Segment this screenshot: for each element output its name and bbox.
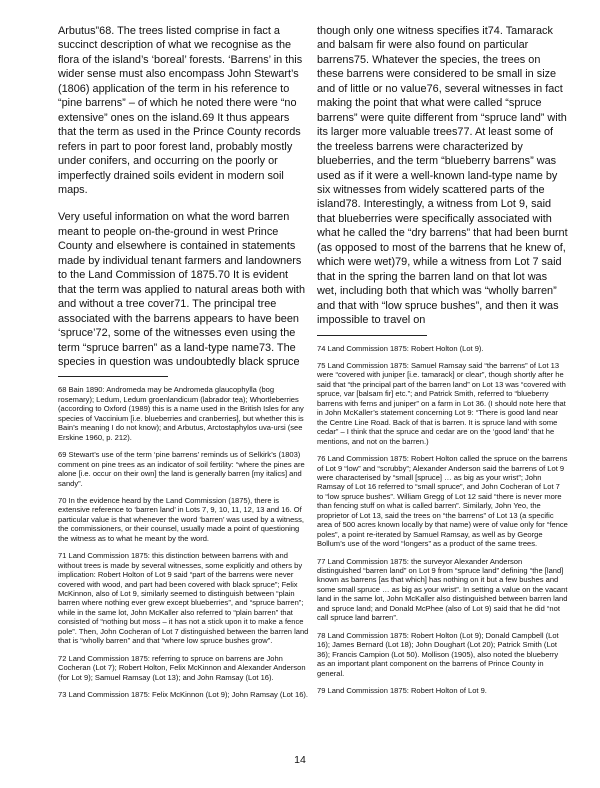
body-paragraph: Arbutus”68. The trees listed comprise in fact a succinct description of what we recognise as the flora of the island’s ‘boreal’ forests. ‘Barrens’ in this wider sense must also encompass John Stewart’s (1806) application of the term in his reference to “pine barrens” – of which he noted there were “no extensive” ones on the island.69 It thus appears that the term as used in the Prince County records refers in part to poor forest land, probably mostly under conifers, and occurring on the poorly or imperfectly drained soils evident in modern soil maps.	[58, 25, 303, 196]
footnote: 73 Land Commission 1875: Felix McKinnon (Lot 9); John Ramsay (Lot 16).	[58, 690, 309, 700]
footnote: 71 Land Commission 1875: this distinction between barrens with and without trees is made by several witnesses, some explicitly and others by implication: Robert Holton of Lot 9 said “part of the barrens were never covered with wood, and part had been covered with black spruce”; Felix McKinnon, also of Lot 9, similarly seemed to distinguish between “plain barren where nothing ever grew except blueberries”, and “spruce barren”; while in the same lot, John McKaller also referred to “plain barren” that consisted of “nothing but moss – it has not a stick upon it to make a fence pole”. Then, John Cocheran of Lot 7 distinguished between the barren land that is “wholly barren” and that “where low spruce bushes grow”.	[58, 551, 309, 646]
footnote: 76 Land Commission 1875: Robert Holton called the spruce on the barrens of Lot 9 “low” and “scrubby”; Alexander Anderson said the barrens of Lot 9 were characterised by “small [spruce] … as big as your wrist”; John Ramsay of Lot 16 referred to “small spruce”, and John Cocheran of Lot 7 to “low spruce bushes”. William Gregg of Lot 12 said “there is never more than fencing stuff on what is called barren”. Similarly, John Yeo, the proprietor of Lot 13, said the trees on “the barrens” of Lot 13 (a specific area of 500 acres known locally by that name) were of value only for “fence poles”, a point re-iterated by Samuel Ramsay, as well as by George Bollum’s use of the word “longers” as a product of the same trees.	[317, 454, 568, 549]
footnote: 77 Land Commission 1875: the surveyor Alexander Anderson distinguished “barren land” on Lot 9 from “spruce land” defining “the [land] known as barrens [as that which] has nothing on it but a few bushes and some small spruce … as big as your wrist”. In setting a value on the vacant land in the same lot, John McKaller also distinguished between barren land and spruce land; and Donald McPhee (also of Lot 9) said that he did “not call spruce land barren”.	[317, 556, 568, 623]
footnote-rule	[58, 376, 168, 377]
footnote: 74 Land Commission 1875: Robert Holton (Lot 9).	[317, 343, 484, 353]
right-column	[317, 24, 568, 703]
footnote: 70 In the evidence heard by the Land Commission (1875), there is extensive reference to ‘barren land’ in Lots 7, 9, 10, 11, 12, 13 and 16. Of particular value is that whenever the word ‘barren’ was used by a witness, the commissioners, or their counsel, usually made a point of questioning the witness as to what he meant by the word.	[58, 495, 304, 543]
footnote: 72 Land Commission 1875: referring to spruce on barrens are John Cocheran (Lot 7); Robert Holton, Felix McKinnon and Alexander Anderson (for Lot 9); Samuel Ramsay (Lot 13); and John Ramsay (Lot 16).	[58, 653, 306, 682]
footnote: 69 Stewart’s use of the term ‘pine barrens’ reminds us of Selkirk’s (1803) comment on pine trees as an indicator of soil fertility: “where the pines are alone [i.e. occur on their own] the land is generally barren [my italics] and sandy”.	[58, 450, 305, 488]
footnote: 79 Land Commission 1875: Robert Holton of Lot 9.	[317, 686, 487, 696]
footnote-rule	[317, 335, 427, 336]
body-paragraph: Very useful information on what the word barren meant to people on-the-ground in west Prince County and elsewhere is contained in statements made by individual tenant farmers and landowners to the Land Commission of 1875.70 It is evident that the term was applied to natural areas both with and without a tree cover71. The principal tree associated with the barrens appears to have been ‘spruce’72, some of the witnesses even using the term “spruce barren” as a land-type name73. The species in question was undoubtedly black spruce	[58, 211, 305, 368]
footnote: 75 Land Commission 1875: Samuel Ramsay said “the barrens” of Lot 13 were “covered with juniper [i.e. tamarack] or clear”, though shortly after he said that “the principal part of the barren land” on Lot 13 was “covered with spruce, var [balsam fir] etc.”; and Patrick Smith, referred to “blueberry barrens with ferns and juniper” on a farm in Lot 36. (I should note here that in John McKaller’s statement concerning Lot 9: “There is good land near the Centre Line Road. Back of that is barren. It is spruce land with some cedar” – I think that the spruce and cedar are on the ‘good land’ that he mentions, and not on the barren.)	[317, 360, 566, 446]
left-column	[58, 24, 309, 708]
body-paragraph: though only one witness specifies it74. Tamarack and balsam fir were also found on particular barrens75. Whatever the species, the trees on these barrens were considered to be small in size and of little or no value76, several witnesses in fact making the point that what were called “spruce barrens” were quite different from “spruce land” with its larger more valuable trees77. At least some of the treeless barrens were characterized by blueberries, and the term “blueberry barrens” was used as if it were a well-known land-type name by six witnesses from widely scattered parts of the island78. Interestingly, a witness from Lot 9, said that blueberries were specifically associated with what he called the “dry barrens” that had been burnt (as opposed to most of the barrens that he knew of, which were wet)79, while a witness from Lot 7 said that in the spring the barren land on that lot was wet, including both that which was “wholly barren” and that with “low spruce bushes”, and then it was impossible to travel on	[317, 25, 568, 327]
footnote: 68 Bain 1890: Andromeda may be Andromeda glaucophylla (bog rosemary); Ledum, Ledum groenlandicum (labrador tea); Whortleberries (according to Oxford (1989) this is a name used in the British Isles for any species of Vaccinium [i.e. blueberries and cranberries], but whether this is Bain’s meaning I do not know); and Arbutus, Arctostaphylos uva-ursi (see Erskine 1960, p. 212).	[58, 385, 304, 442]
footnote: 78 Land Commission 1875: Robert Holton (Lot 9); Donald Campbell (Lot 16); James Bernard (Lot 18); John Doughart (Lot 20); Patrick Smith (Lot 36); Francis Campion (Lot 50). Mollison (1905), also noted the blueberry as an important plant component on the barrens of Prince County in general.	[317, 630, 559, 678]
page-number: 14	[294, 754, 306, 766]
